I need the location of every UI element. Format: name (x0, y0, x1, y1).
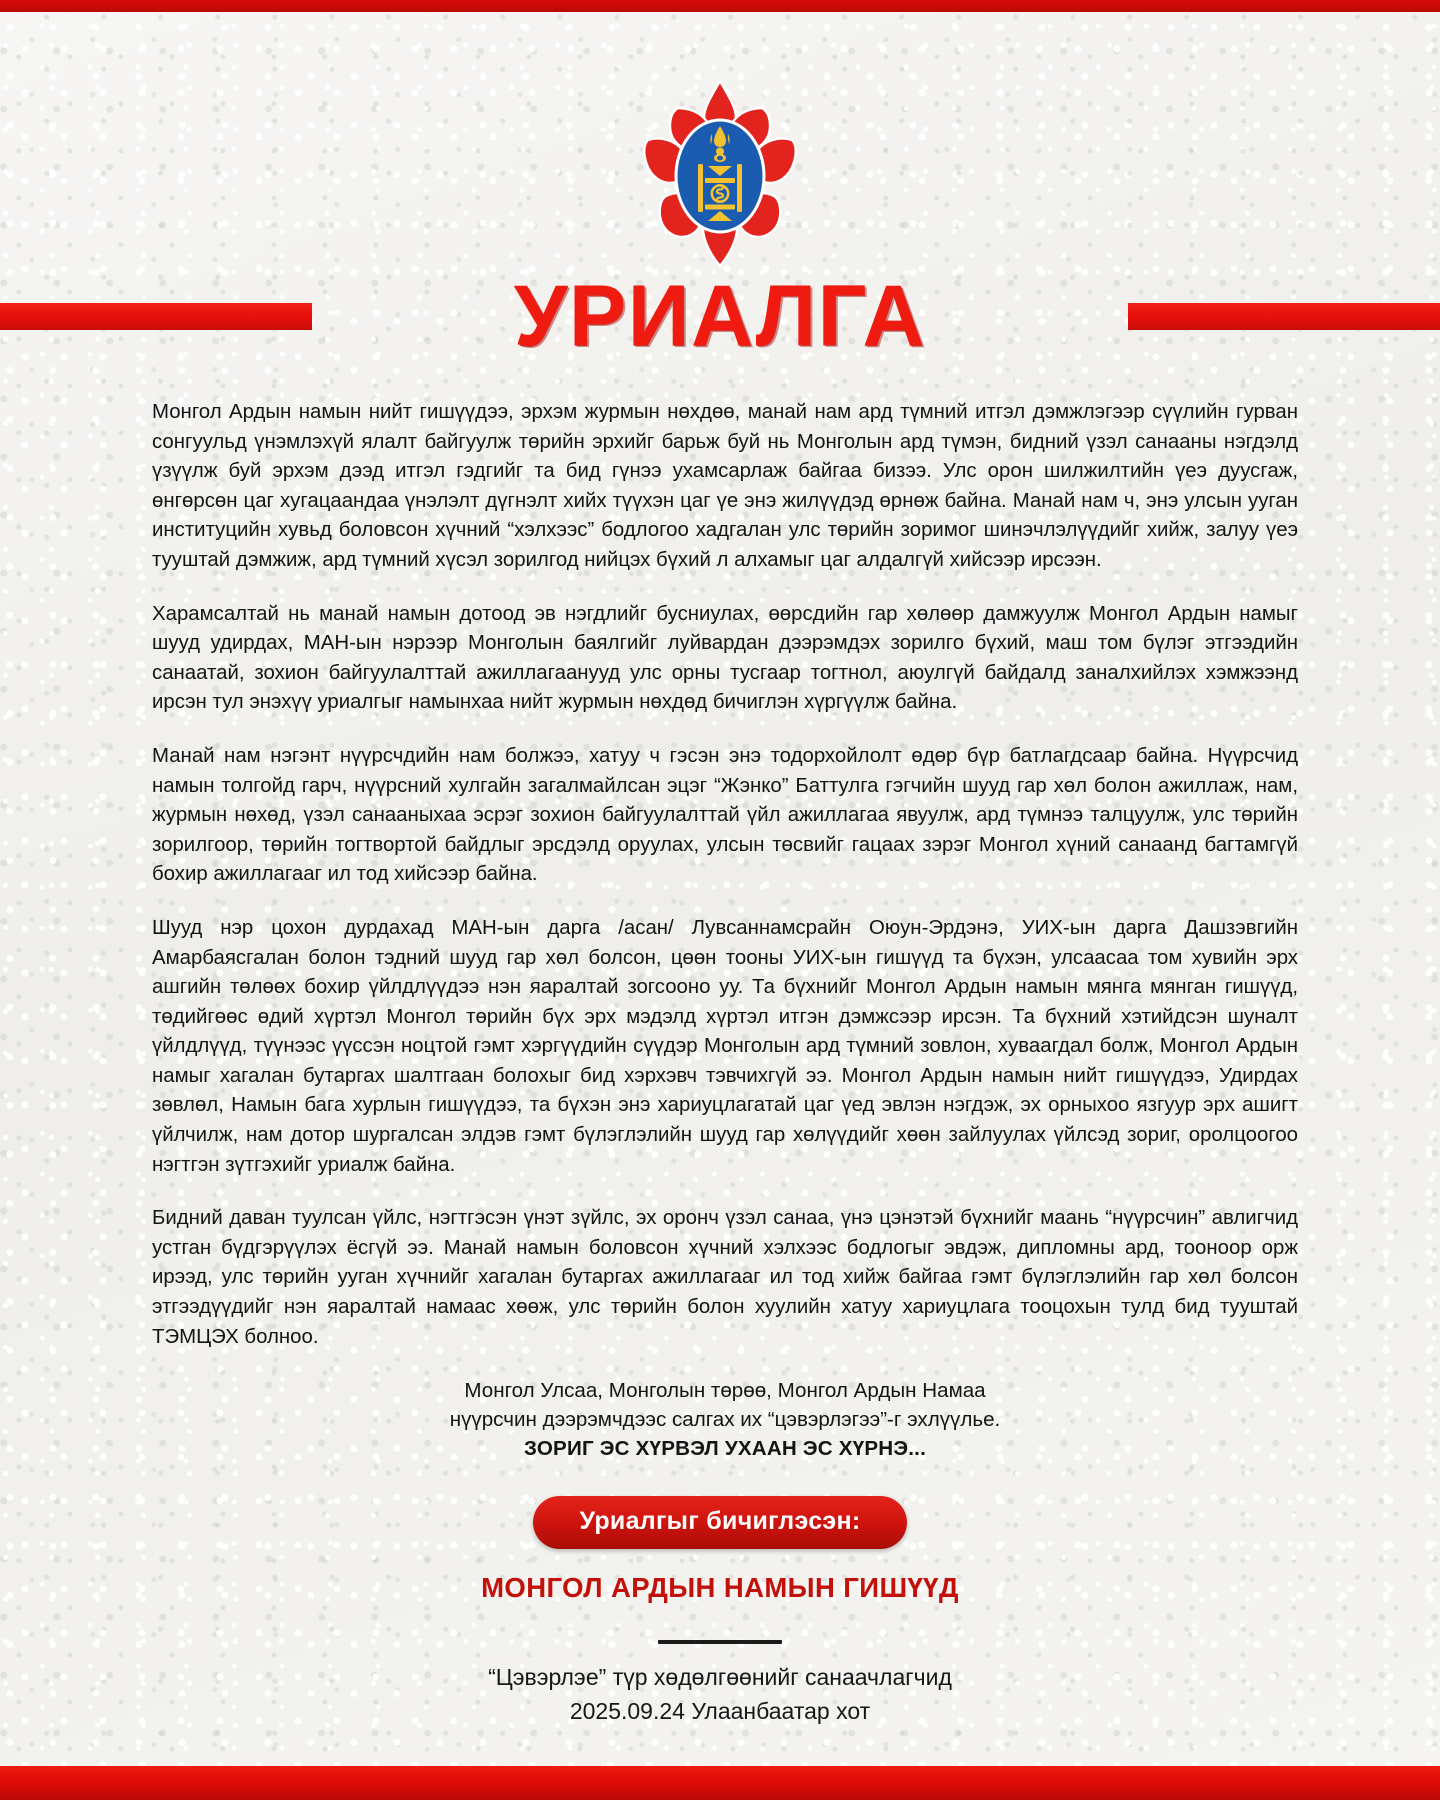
body-paragraph: Харамсалтай нь манай намын дотоод эв нэгдлийг бусниулах, өөрсдийн гар хөлөөр дамжуулж Монгол Ардын намыг шууд удирдах, МАН-ын нэрээр Монголын баялгийг луйвардан дээрэмдэх зорилго бүхий, маш том бүлэг этгээдийн санаатай, зохион байгуулалттай ажиллагаанууд улс орны тусгаар тогтнол, аюулгүй байдалд заналхийлэх хэмжээнд ирсэн тул энэхүү уриалгыг намынхаа нийт журмын нөхдөд бичиглэн хүргүүлж байна. (152, 602, 1298, 714)
document-footer (0, 1660, 1440, 1728)
title-band (0, 268, 1440, 364)
closing-block (152, 1376, 1298, 1463)
mongolia-soyombo-emblem-icon (626, 78, 814, 268)
closing-line-1: Монгол Улсаа, Монголын төрөө, Монгол Ардын Намаа (464, 1379, 986, 1403)
document-body (152, 398, 1298, 1463)
signature-block (0, 1496, 1440, 1644)
section-divider (658, 1640, 782, 1644)
body-paragraph: Манай нам нэгэнт нүүрсчдийн нам болжээ, хатуу ч гэсэн энэ тодорхойлолт өдөр бүр батлагдсаар байна. Нүүрсчид намын толгойд гарч, нүүрсний хулгайн загалмайлсан эцэг “Жэнко” Баттулга гэгчийн шууд гар хөл болон ажиллаж, нам, журмын нөхөд, үзэл санааныхаа эсрэг зохион байгуулалттай үйл ажиллагаа явуулж, ард түмнээ талцуулж, улс төрийн зорилгоор, төрийн тогтвортой байдлыг эрсдэлд оруулах, улсын төсвийг гацаах зэрэг Монгол хүний санаанд багтамгүй бохир ажиллагааг ил тод хийсээр байна. (152, 744, 1298, 886)
signature-organization: МОНГОЛ АРДЫН НАМЫН ГИШҮҮД (481, 1571, 959, 1603)
body-paragraph: Шууд нэр цохон дурдахад МАН-ын дарга /асан/ Лувсаннамсрайн Оюун-Эрдэнэ, УИХ-ын дарга Дашзэвгийн Амарбаясгалан болон тэдний шууд гар хөл болсон, цөөн тооны УИХ-ын гишүүд та бүхэн, улсаасаа том хувийн эрх ашгийн төлөөх бохир үйлдлүүдээ нэн яаралтай зогсооно уу. Та бүхнийг Монгол Ардын намын мянга мянган гишүүд, төдийгөөс өдий хүртэл Монгол төрийн бүх эрх мэдэлд хүртэл итгэн дэмжсээр ирсэн. Та бүхний хэтийдсэн шуналт үйлдлүүд, түүнээс үүссэн ноцтой гэмт хэргүүдийн сүүдэр Монголын ард түмний зовлон, хуваагдал болж, Монгол Ардын намыг хагалан бутаргах шалтгаан болохыг бид хэрхэвч тэвчихгүй ээ. Монгол Ардын намын нийт гишүүдээ, Удирдах зөвлөл, Намын бага хурлын гишүүдээ, та бүхэн энэ хариуцлагатай цаг үед эвлэн нэгдэж, эх орныхоо язгуур эрх ашигт үйлчилж, нам дотор шургалсан элдэв гэмт бүлэглэлийн шууд гар хөлүүдийг хөөн зайлуулах үйлсэд зориг, оролцоогоо нэгтгэн зүтгэхийг уриалж байна. (152, 916, 1298, 1176)
footer-date-location: 2025.09.24 Улаанбаатар хот (569, 1698, 871, 1724)
bottom-red-band (0, 1766, 1440, 1800)
footer-initiators: “Цэвэрлэе” түр хөдөлгөөнийг санаачлагчид (488, 1664, 952, 1690)
top-red-band (0, 0, 1440, 12)
body-paragraph: Монгол Ардын намын нийт гишүүдээ, эрхэм журмын нөхдөө, манай нам ард түмний итгэл дэмжлэгээр сүүлийн гурван сонгуульд үнэмлэхүй ялалт байгуулж төрийн эрхийг барьж буй нь Монголын ард түмэн, бидний үзэл санааны нэгдэлд үзүүлж буй эрхэм дээд итгэл гэдгийг та бид гүнээ ухамсарлаж байгаа бизээ. Улс орон шилжилтийн үеэ дуусгаж, өнгөрсөн цаг хугацаандаа үнэлэлт дүгнэлт хийх түүхэн цаг үе энэ жилүүдэд өрнөж байна. Манай нам ч, энэ улсын ууган институцийн хувьд боловсон хүчний “хэлхээс” бодлогоо хадгалан улс төрийн зоримог шинэчлэлүүдийг хийж, залуу үеэ тууштай дэмжиж, ард түмний хүсэл зорилгод нийцэх бүхий л алхамыг цаг алдалгүй хийсээр ирсээн. (152, 401, 1298, 571)
page-title: УРИАЛГА (513, 268, 927, 364)
signature-pill-label: Уриалгыг бичиглэсэн: (533, 1496, 906, 1549)
emblem-container (0, 78, 1440, 268)
closing-slogan: ЗОРИГ ЭС ХҮРВЭЛ УХААН ЭС ХҮРНЭ... (523, 1437, 926, 1461)
closing-line-2: нүүрсчин дээрэмчдээс салгах их “цэвэрлэгээ”-г эхлүүлье. (449, 1408, 1001, 1432)
body-paragraph: Бидний даван туулсан үйлс, нэгтгэсэн үнэт зүйлс, эх оронч үзэл санаа, үнэ цэнэтэй бүхнийг маань “нүүрсчин” авлигчид устган бүдгэрүүлэх ёсгүй ээ. Манай намын боловсон хүчний хэлхээс бодлогыг эвдэж, дипломны ард, тооноор орж ирээд, улс төрийн ууган хүчнийг хагалан бутаргах ажиллагааг ил тод хийж байгаа гэмт бүлэглэлийн гар хөл болсон этгээдүүдийг нэн яаралтай намаас хөөж, улс төрийн болон хуулийн хатуу хариуцлага тооцохын тулд бид тууштай ТЭМЦЭХ болноо. (152, 1207, 1298, 1348)
